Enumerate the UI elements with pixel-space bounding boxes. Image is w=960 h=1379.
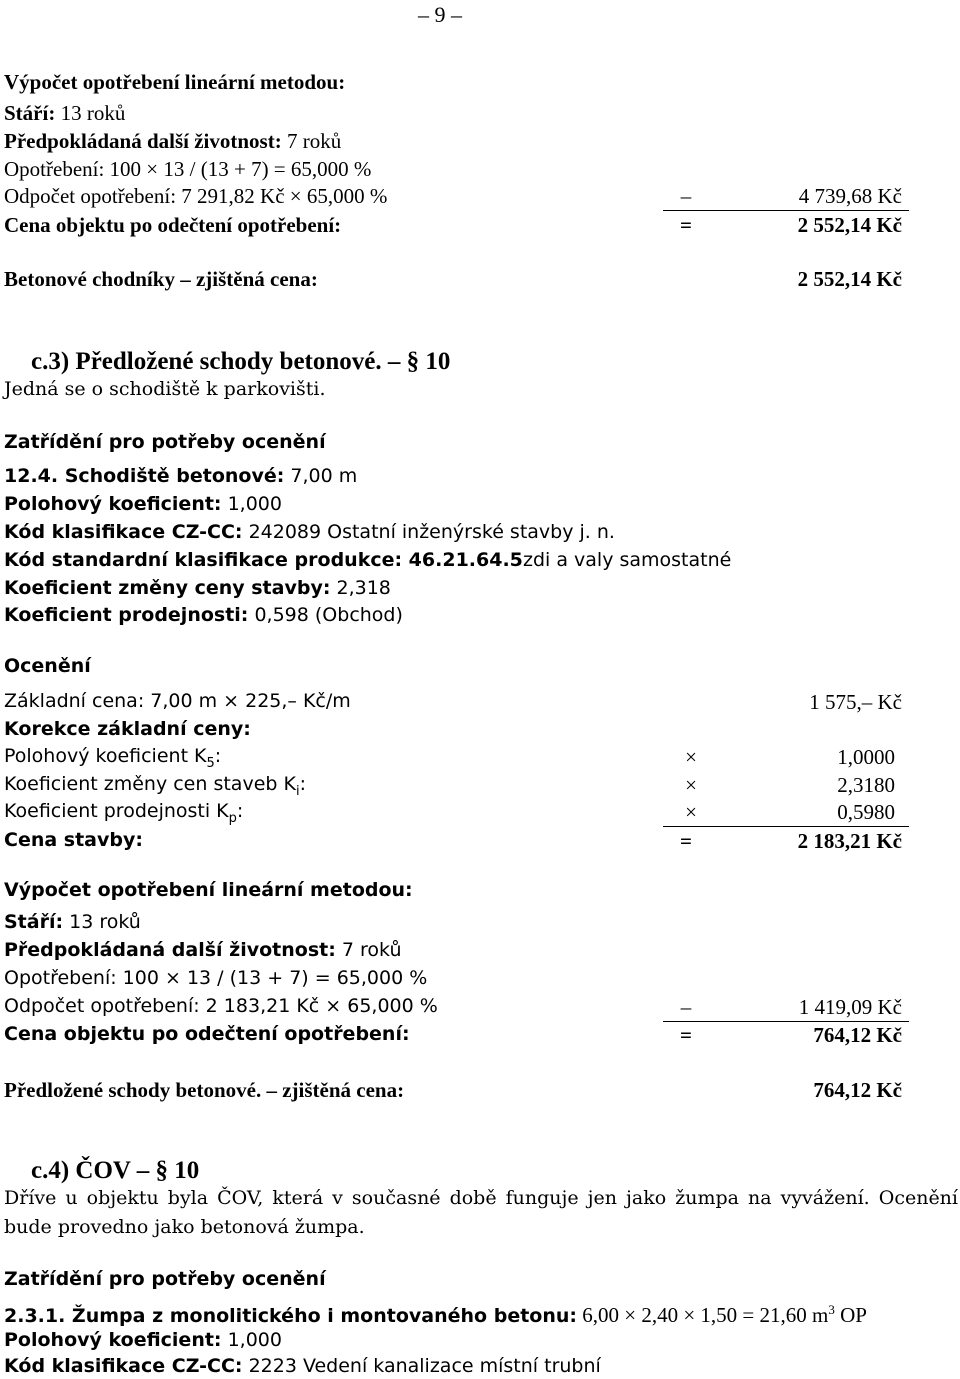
ki-value: 2,3180	[837, 773, 895, 797]
wear-formula: Opotřebení: 100 × 13 / (13 + 7) = 65,000 %	[4, 967, 428, 989]
sum-rule	[663, 210, 909, 211]
wear-formula: Opotřebení: 100 × 13 / (13 + 7) = 65,000 %	[4, 157, 372, 181]
multiply-operator: ×	[685, 800, 697, 824]
after-wear-label: Cena objektu po odečtení opotřebení:	[4, 213, 342, 237]
correction-heading: Korekce základní ceny:	[4, 718, 251, 740]
cz-cc-code: Kód klasifikace CZ-CC: 2223 Vedení kanalizace místní trubní	[4, 1355, 601, 1377]
classification-heading: Zatřídění pro potřeby ocenění	[4, 431, 326, 453]
position-coefficient: Polohový koeficient: 1,000	[4, 1329, 282, 1351]
deduction-value: 4 739,68 Kč	[798, 184, 902, 208]
item-line: 12.4. Schodiště betonové: 7,00 m	[4, 465, 358, 487]
building-price-value: 2 183,21 Kč	[797, 829, 902, 853]
life-line: Předpokládaná další životnost: 7 roků	[4, 939, 402, 961]
page-number: – 9 –	[418, 2, 462, 27]
position-coefficient: Polohový koeficient: 1,000	[4, 493, 282, 515]
wear-heading: Výpočet opotřebení lineární metodou:	[4, 70, 346, 94]
life-line: Předpokládaná další životnost: 7 roků	[4, 129, 342, 153]
final-price-label: Předložené schody betonové. – zjištěná cena:	[4, 1078, 405, 1102]
wear-heading: Výpočet opotřebení lineární metodou:	[4, 879, 413, 901]
after-wear-value: 764,12 Kč	[813, 1023, 902, 1047]
deduction-value: 1 419,09 Kč	[798, 995, 902, 1019]
cz-cc-code: Kód klasifikace CZ-CC: 242089 Ostatní inženýrské stavby j. n.	[4, 521, 615, 543]
deduction-label: Odpočet opotřebení: 2 183,21 Kč × 65,000 %	[4, 995, 438, 1017]
ki-label: Koeficient změny cen staveb $K_i$:	[4, 773, 306, 799]
k5-value: 1,0000	[837, 745, 895, 769]
k5-label: Polohový koeficient $K_5$:	[4, 745, 222, 771]
final-price-value: 2 552,14 Kč	[797, 267, 902, 291]
base-price-label: Základní cena: 7,00 m × 225,– Kč/m	[4, 690, 351, 712]
equals-operator: =	[680, 829, 692, 853]
section-title: c.3) Předložené schody betonové. – § 10	[31, 348, 451, 375]
sum-rule	[663, 1021, 909, 1022]
sks-description: zdi a valy samostatné	[523, 549, 732, 571]
section-intro: Jedná se o schodiště k parkovišti.	[4, 378, 326, 400]
sks-code: Kód standardní klasifikace produkce: 46.21.64.5	[4, 549, 523, 571]
age-line: Stáří: 13 roků	[4, 911, 141, 933]
saleability-coefficient: Koeficient prodejnosti: 0,598 (Obchod)	[4, 604, 403, 626]
item-line: 2.3.1. Žumpa z monolitického i montovaného betonu: 6,00 × 2,40 × 1,50 = 21,60 $m^3$ OP	[4, 1302, 867, 1327]
section-title: c.4) ČOV – § 10	[31, 1157, 200, 1184]
section-intro: Dříve u objektu byla ČOV, která v současné době funguje jen jako žumpa na vyvážení. Ocenění bude provedno jako betonová žumpa.	[4, 1187, 958, 1238]
classification-heading: Zatřídění pro potřeby ocenění	[4, 1268, 326, 1290]
final-price-label: Betonové chodníky – zjištěná cena:	[4, 267, 318, 291]
equals-operator: =	[680, 213, 692, 237]
building-price-label: Cena stavby:	[4, 829, 143, 851]
base-price-value: 1 575,– Kč	[809, 690, 902, 714]
sum-rule	[663, 826, 909, 827]
multiply-operator: ×	[685, 745, 697, 769]
deduction-label: Odpočet opotřebení: 7 291,82 Kč × 65,000 %	[4, 184, 388, 208]
minus-operator: –	[680, 184, 692, 208]
kp-label: Koeficient prodejnosti $K_p$:	[4, 800, 244, 826]
price-change-coefficient: Koeficient změny ceny stavby: 2,318	[4, 577, 391, 599]
multiply-operator: ×	[685, 773, 697, 797]
kp-value: 0,5980	[837, 800, 895, 824]
equals-operator: =	[680, 1023, 692, 1047]
valuation-heading: Ocenění	[4, 655, 91, 677]
after-wear-value: 2 552,14 Kč	[797, 213, 902, 237]
final-price-value: 764,12 Kč	[813, 1078, 902, 1102]
age-line: Stáří: 13 roků	[4, 101, 126, 125]
minus-operator: –	[680, 995, 692, 1019]
after-wear-label: Cena objektu po odečtení opotřebení:	[4, 1023, 410, 1045]
